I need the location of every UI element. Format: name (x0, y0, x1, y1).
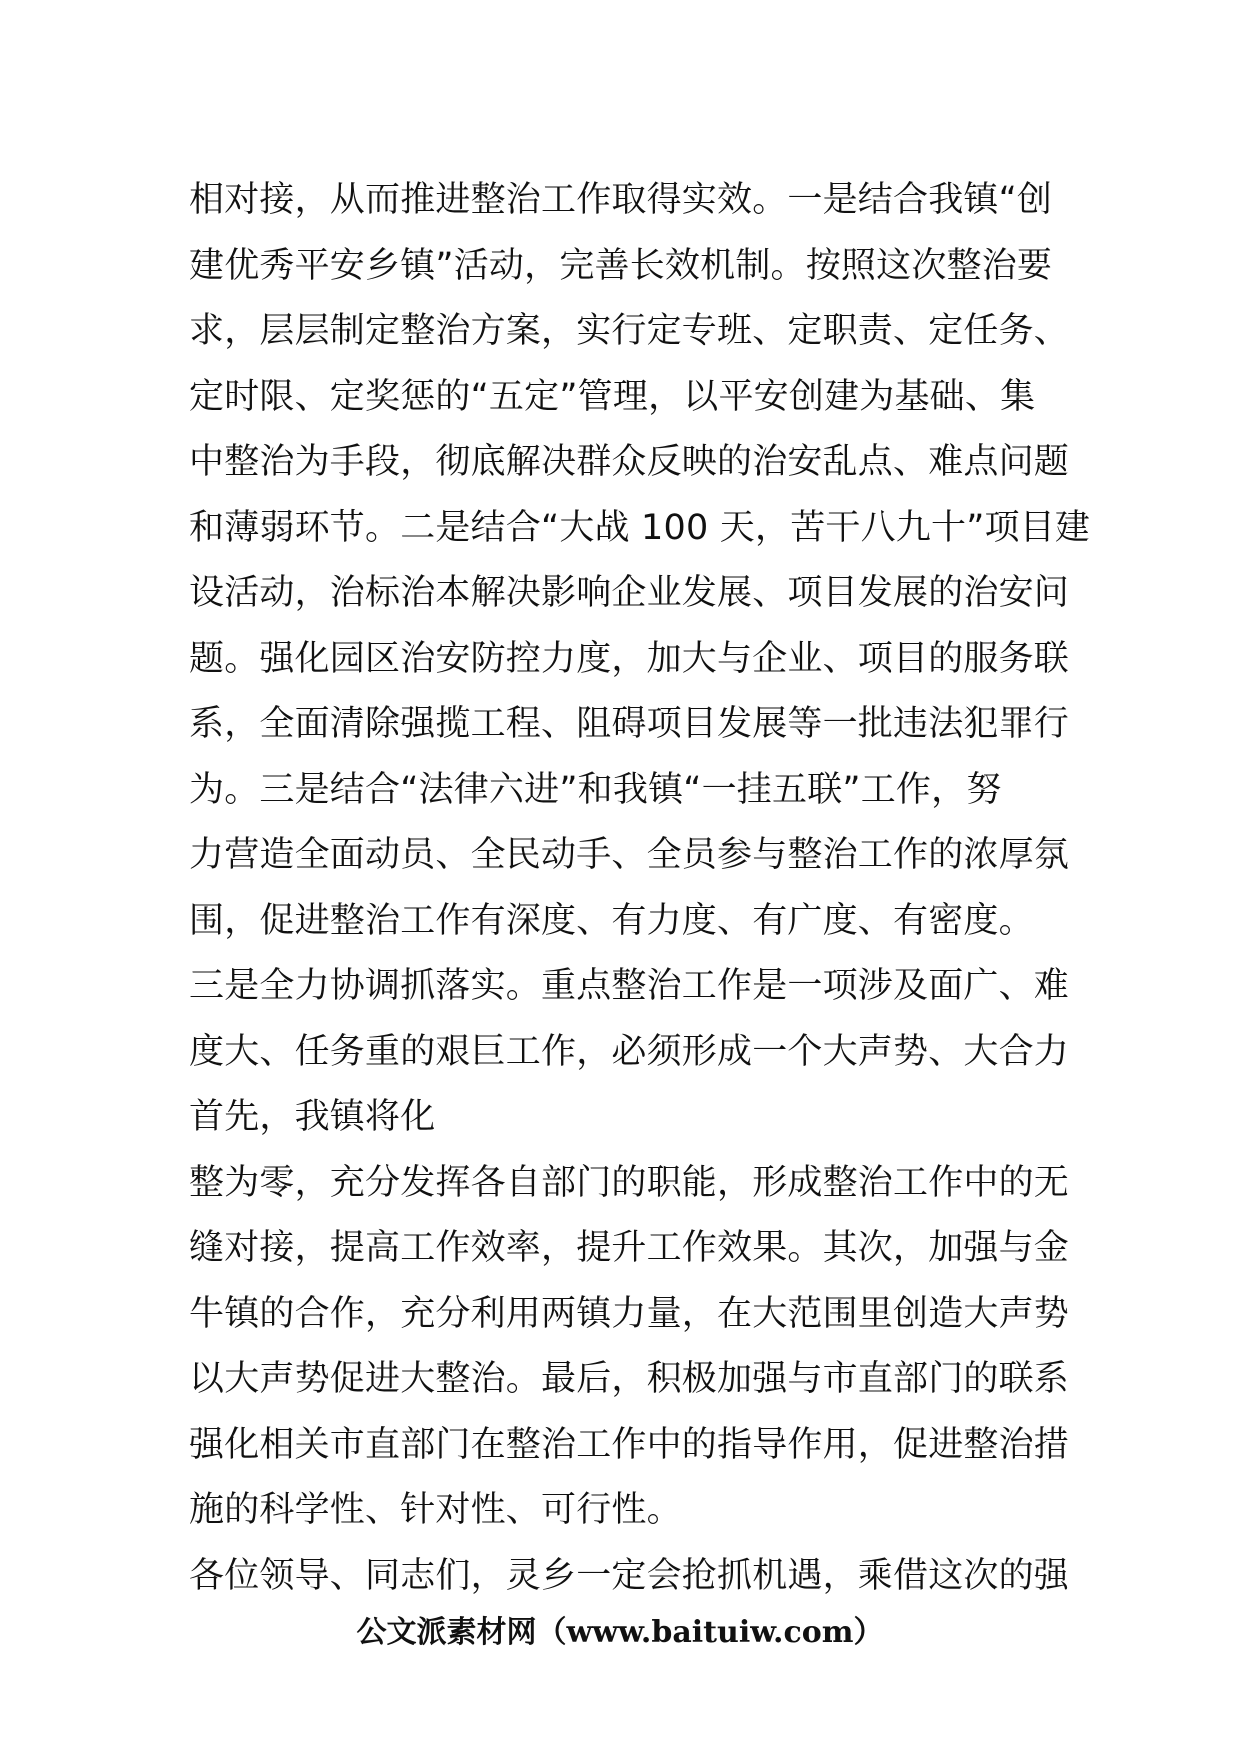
text-line: 相对接，从而推进整治工作取得实效。一是结合我镇“创 (189, 180, 1053, 220)
text-line: 题。强化园区治安防控力度，加大与企业、项目的服务联 (189, 638, 1070, 679)
text-line: 度大、任务重的艰巨工作，必须形成一个大声势、大合力 (189, 1031, 1070, 1072)
text-line: 和薄弱环节。二是结合“大战 100 天，苦干八九十”项目建 (189, 507, 1091, 548)
page-footer-watermark: 公文派素材网（www.baituiw.com） (356, 1615, 884, 1650)
text-line: 牛镇的合作，充分利用两镇力量，在大范围里创造大声势 (189, 1293, 1070, 1334)
body-text (189, 168, 1091, 1609)
text-line: 系，全面清除强揽工程、阻碍项目发展等一批违法犯罪行 (189, 704, 1070, 744)
text-line: 建优秀平安乡镇”活动，完善长效机制。按照这次整治要 (189, 245, 1053, 286)
text-line: 施的科学性、针对性、可行性。 (189, 1490, 682, 1530)
text-line: 为。三是结合“法律六进”和我镇“一挂五联”工作，努 (189, 769, 1002, 810)
text-line: 各位领导、同志们，灵乡一定会抢抓机遇，乘借这次的强 (189, 1555, 1070, 1596)
text-line: 中整治为手段，彻底解决群众反映的治安乱点、难点问题 (189, 442, 1070, 482)
text-line: 设活动，治标治本解决影响企业发展、项目发展的治安问 (189, 573, 1070, 613)
text-line: 以大声势促进大整治。最后，积极加强与市直部门的联系 (189, 1359, 1070, 1399)
text-line: 力营造全面动员、全民动手、全员参与整治工作的浓厚氛 (189, 835, 1070, 875)
text-line: 定时限、定奖惩的“五定”管理，以平安创建为基础、集 (189, 376, 1036, 417)
text-line: 缝对接，提高工作效率，提升工作效果。其次，加强与金 (189, 1228, 1070, 1268)
text-line: 围，促进整治工作有深度、有力度、有广度、有密度。 (189, 900, 1034, 941)
text-line: 整为零，充分发挥各自部门的职能，形成整治工作中的无 (189, 1162, 1070, 1203)
text-line: 求，层层制定整治方案，实行定专班、定职责、定任务、 (189, 311, 1070, 351)
text-line: 首先，我镇将化 (189, 1097, 436, 1137)
text-line: 强化相关市直部门在整治工作中的指导作用，促进整治措 (189, 1424, 1070, 1465)
text-line: 三是全力协调抓落实。重点整治工作是一项涉及面广、难 (189, 966, 1070, 1006)
